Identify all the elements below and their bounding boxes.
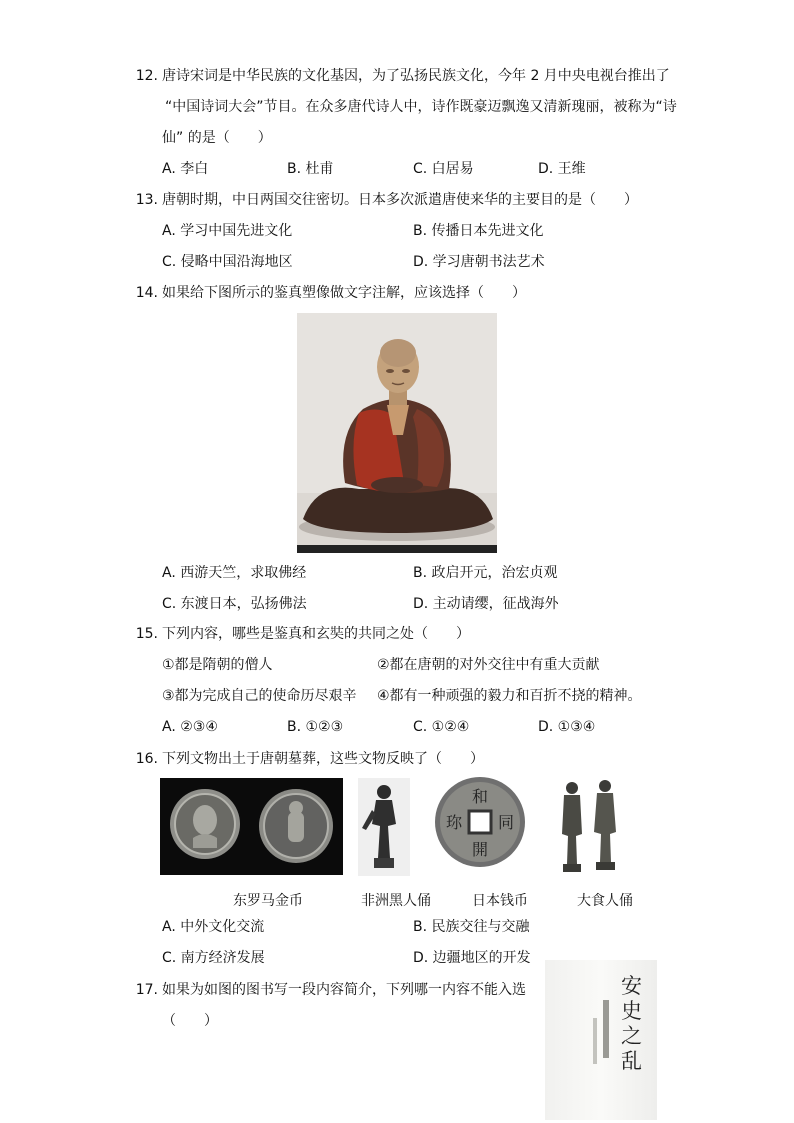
q12-stem-line1: 唐诗宋词是中华民族的文化基因，为了弘扬民族文化，今年 2 月中央电视台推出了	[162, 68, 670, 84]
q15-option-b: B. ①②③	[287, 719, 344, 735]
book-cover-photo	[545, 960, 657, 1120]
japanese-coin-photo	[434, 775, 527, 870]
book-cover-title: 安史之乱	[621, 974, 642, 1073]
african-figurine-photo	[358, 778, 410, 876]
coin-glyph-bottom: 開	[471, 840, 489, 859]
q12-option-a: A. 李白	[162, 161, 209, 177]
book-cover-subtitle-strip	[593, 1018, 597, 1064]
q15-statement-3: ③都为完成自己的使命历尽艰辛	[162, 688, 357, 704]
byzantine-gold-coins-photo	[160, 778, 343, 875]
q13-option-c: C. 侵略中国沿海地区	[162, 254, 293, 270]
q16-option-d: D. 边疆地区的开发	[413, 950, 531, 966]
q12-option-c: C. 白居易	[413, 161, 474, 177]
caption-african-figurine: 非洲黑人俑	[361, 893, 431, 909]
q15-statement-4: ④都有一种顽强的毅力和百折不挠的精神。	[377, 688, 642, 704]
q16-option-c: C. 南方经济发展	[162, 950, 265, 966]
coin-glyph-top: 和	[471, 787, 489, 806]
q12-stem-line2: “中国诗词大会”节目。在众多唐代诗人中，诗作既豪迈飘逸又清新瑰丽，被称为“诗	[165, 99, 677, 115]
q13-option-d: D. 学习唐朝书法艺术	[413, 254, 545, 270]
q13-number: 13.	[135, 192, 158, 208]
caption-arab-figurine: 大食人俑	[577, 893, 633, 909]
q12-option-d: D. 王维	[538, 161, 586, 177]
q14-stem: 如果给下图所示的鉴真塑像做文字注解，应该选择（ ）	[162, 285, 526, 301]
q15-statement-1: ①都是隋朝的僧人	[162, 657, 273, 673]
q16-option-a: A. 中外文化交流	[162, 919, 265, 935]
q14-option-b: B. 政启开元，治宏贞观	[413, 565, 558, 581]
q15-option-d: D. ①③④	[538, 719, 596, 735]
q17-stem-line1: 如果为如图的图书写一段内容简介，下列哪一内容不能入选	[162, 982, 526, 998]
q14-option-a: A. 西游天竺，求取佛经	[162, 565, 307, 581]
q13-option-b: B. 传播日本先进文化	[413, 223, 544, 239]
q16-number: 16.	[135, 751, 158, 767]
caption-japanese-coin: 日本钱币	[472, 893, 528, 909]
jianzhen-statue-photo	[297, 313, 497, 553]
q14-option-d: D. 主动请缨，征战海外	[413, 596, 559, 612]
q12-number: 12.	[135, 68, 158, 84]
q13-option-a: A. 学习中国先进文化	[162, 223, 293, 239]
q14-number: 14.	[135, 285, 158, 301]
q17-number: 17.	[135, 982, 158, 998]
q15-number: 15.	[135, 626, 158, 642]
coin-glyph-left: 珎	[445, 813, 463, 832]
book-cover-author-strip	[603, 1000, 609, 1058]
q12-stem-line3: 仙” 的是（ ）	[162, 130, 272, 146]
arab-figurines-photo	[553, 776, 625, 876]
q12-option-b: B. 杜甫	[287, 161, 334, 177]
q14-option-c: C. 东渡日本，弘扬佛法	[162, 596, 307, 612]
q15-option-a: A. ②③④	[162, 719, 218, 735]
coin-glyph-right: 同	[497, 813, 515, 832]
q15-statement-2: ②都在唐朝的对外交往中有重大贡献	[377, 657, 600, 673]
q15-stem: 下列内容，哪些是鉴真和玄奘的共同之处（ ）	[162, 626, 470, 642]
q16-option-b: B. 民族交往与交融	[413, 919, 530, 935]
q17-stem-line2: （ ）	[162, 1013, 218, 1029]
q13-stem: 唐朝时期，中日两国交往密切。日本多次派遣唐使来华的主要目的是（ ）	[162, 192, 638, 208]
caption-byzantine-coin: 东罗马金币	[233, 893, 303, 909]
q15-option-c: C. ①②④	[413, 719, 470, 735]
q16-stem: 下列文物出土于唐朝墓葬，这些文物反映了（ ）	[162, 751, 484, 767]
